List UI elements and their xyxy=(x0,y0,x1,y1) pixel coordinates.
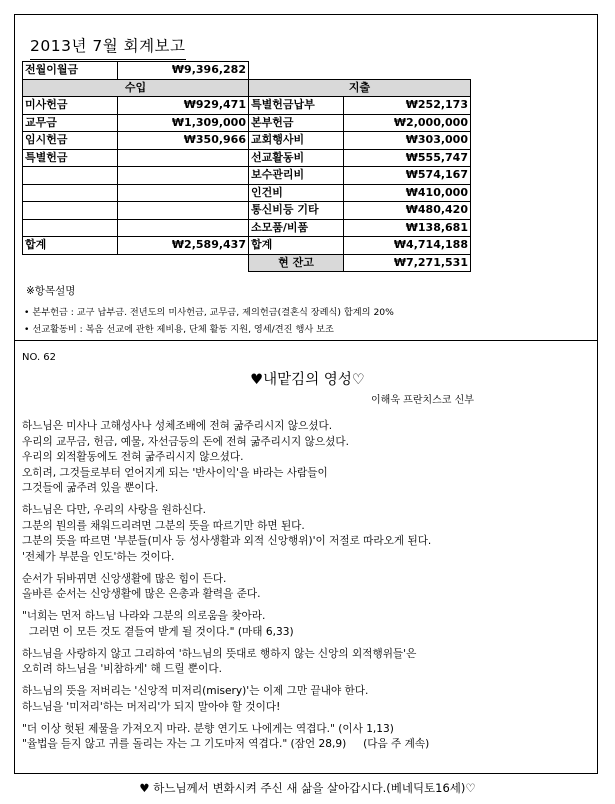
text-line: 우리의 외적활동에도 전혀 굶주리시지 않으셨다. xyxy=(22,451,244,463)
article-author: 이해욱 프란치스코 신부 xyxy=(371,395,474,406)
income-value xyxy=(118,149,249,167)
header-row xyxy=(23,79,471,97)
income-value: ₩350,966 xyxy=(118,132,249,150)
accounting-table xyxy=(22,61,471,272)
expense-value: ₩252,173 xyxy=(344,97,471,115)
text-line: 오히려 하느님을 '비참하게' 해 드릴 뿐이다. xyxy=(22,663,222,675)
paragraph xyxy=(22,722,431,753)
expense-header: 지출 xyxy=(249,79,471,97)
table-row xyxy=(23,97,471,115)
article-title: ♥내맡김의 영성♡ xyxy=(250,372,365,388)
balance-value: ₩7,271,531 xyxy=(344,254,471,272)
text-line: 하느님을 '미저리'하는 머저리'가 되지 말아야 할 것이다! xyxy=(22,700,281,713)
article-body xyxy=(22,419,431,759)
article-number: NO. 62 xyxy=(22,352,57,363)
expense-label: 교회행사비 xyxy=(249,132,344,150)
note-item: • 선교활동비 : 복음 선교에 관한 제비용, 단체 활동 지원, 영세/견진 행사 보조 xyxy=(24,324,334,335)
expense-total-value: ₩4,714,188 xyxy=(344,237,471,255)
text-line: 하느님의 뜻을 저버리는 '신앙적 미저리(misery)'는 이제 그만 끝내야 한다. xyxy=(22,685,369,697)
notes-title: ※항목설명 xyxy=(26,285,76,297)
expense-value: ₩303,000 xyxy=(344,132,471,150)
income-value: ₩1,309,000 xyxy=(118,114,249,132)
text-line: 그분의 뜻을 따르면 '부분들(미사 등 성사생활과 외적 신앙행위)'이 저절로 따라오게 된다. xyxy=(22,535,432,547)
section-divider xyxy=(14,340,598,341)
paragraph xyxy=(22,503,431,565)
totals-row xyxy=(23,237,471,255)
table-row xyxy=(23,184,471,202)
text-line: '전체가 부분을 인도'하는 것이다. xyxy=(22,550,175,563)
table-row xyxy=(23,132,471,150)
text-line: 우리의 교무금, 헌금, 예물, 자선금등의 돈에 전혀 굶주리시지 않으셨다. xyxy=(22,435,349,448)
text-line: 그것들에 굶주려 있을 뿐이다. xyxy=(22,482,159,494)
expense-label: 통신비등 기타 xyxy=(249,202,344,220)
text-line: 올바른 순서는 신앙생활에 많은 은총과 활력을 준다. xyxy=(22,588,261,600)
income-label: 특별헌금 xyxy=(23,149,118,167)
expense-total-label: 합계 xyxy=(249,237,344,255)
text-line: "더 이상 헛된 제물을 가져오지 마라. 분향 연기도 나에게는 역겹다." (이사 1,13) xyxy=(22,722,394,735)
paragraph xyxy=(22,419,431,497)
income-total-label: 합계 xyxy=(23,237,118,255)
text-line: 그러면 이 모든 것도 곁들여 받게 될 것이다." (마태 6,33) xyxy=(22,625,294,638)
note-item: • 본부헌금 : 교구 납부금. 전년도의 미사헌금, 교무금, 제의헌금(결혼식 장례식) 합계의 20% xyxy=(24,307,394,318)
balance-row xyxy=(23,254,471,272)
text-line: "너희는 먼저 하느님 나라와 그분의 의로움을 찾아라. xyxy=(22,610,266,622)
footer-quote: ♥ 하느님께서 변화시켜 주신 새 삶을 살아갑시다.(베네딕토16세)♡ xyxy=(139,781,476,795)
notes-list xyxy=(24,304,394,338)
table-row xyxy=(23,202,471,220)
paragraph xyxy=(22,647,431,678)
balance-label: 현 잔고 xyxy=(249,254,344,272)
table-row xyxy=(23,219,471,237)
text-line: 하느님은 다만, 우리의 사랑을 원하신다. xyxy=(22,504,206,516)
paragraph xyxy=(22,684,431,715)
expense-value: ₩574,167 xyxy=(344,167,471,185)
expense-value: ₩410,000 xyxy=(344,184,471,202)
table-row xyxy=(23,114,471,132)
report-title: 2013년 7월 회계보고 xyxy=(30,34,186,60)
expense-value: ₩555,747 xyxy=(344,149,471,167)
income-label: 미사헌금 xyxy=(23,97,118,115)
table-row xyxy=(23,167,471,185)
expense-label: 소모품/비품 xyxy=(249,219,344,237)
prev-balance-value: ₩9,396,282 xyxy=(118,62,249,80)
paragraph xyxy=(22,609,431,640)
text-line: 하느님을 사랑하지 않고 그리하여 '하느님의 뜻대로 행하지 않는 신앙의 외적행위들'은 xyxy=(22,647,417,660)
text-line: 그분의 뭔의를 채워드리려면 그분의 뜻을 따르기만 하면 된다. xyxy=(22,519,305,532)
prev-balance-label: 전월이월금 xyxy=(23,62,118,80)
income-value: ₩929,471 xyxy=(118,97,249,115)
text-line: 오히려, 그것들로부터 얻어지게 되는 '반사이익'을 바라는 사람들이 xyxy=(22,466,328,479)
text-line: 하느님은 미사나 고해성사나 성체조배에 전혀 굶주리시지 않으셨다. xyxy=(22,420,333,432)
table-row xyxy=(23,149,471,167)
income-label: 임시헌금 xyxy=(23,132,118,150)
expense-label: 인건비 xyxy=(249,184,344,202)
expense-label: 보수관리비 xyxy=(249,167,344,185)
expense-label: 특별헌금납부 xyxy=(249,97,344,115)
expense-label: 본부헌금 xyxy=(249,114,344,132)
expense-value: ₩480,420 xyxy=(344,202,471,220)
prev-balance-row xyxy=(23,62,471,80)
income-total-value: ₩2,589,437 xyxy=(118,237,249,255)
income-header: 수입 xyxy=(23,79,249,97)
text-line: 순서가 뒤바뀌면 신앙생활에 많은 힘이 든다. xyxy=(22,572,227,585)
expense-label: 선교활동비 xyxy=(249,149,344,167)
expense-value: ₩138,681 xyxy=(344,219,471,237)
text-line: "율법을 듣지 않고 귀를 돌리는 자는 그 기도마저 역겹다." (잠언 28,9) (다음 주 계속) xyxy=(22,738,430,750)
paragraph xyxy=(22,572,431,603)
expense-value: ₩2,000,000 xyxy=(344,114,471,132)
income-label: 교무금 xyxy=(23,114,118,132)
